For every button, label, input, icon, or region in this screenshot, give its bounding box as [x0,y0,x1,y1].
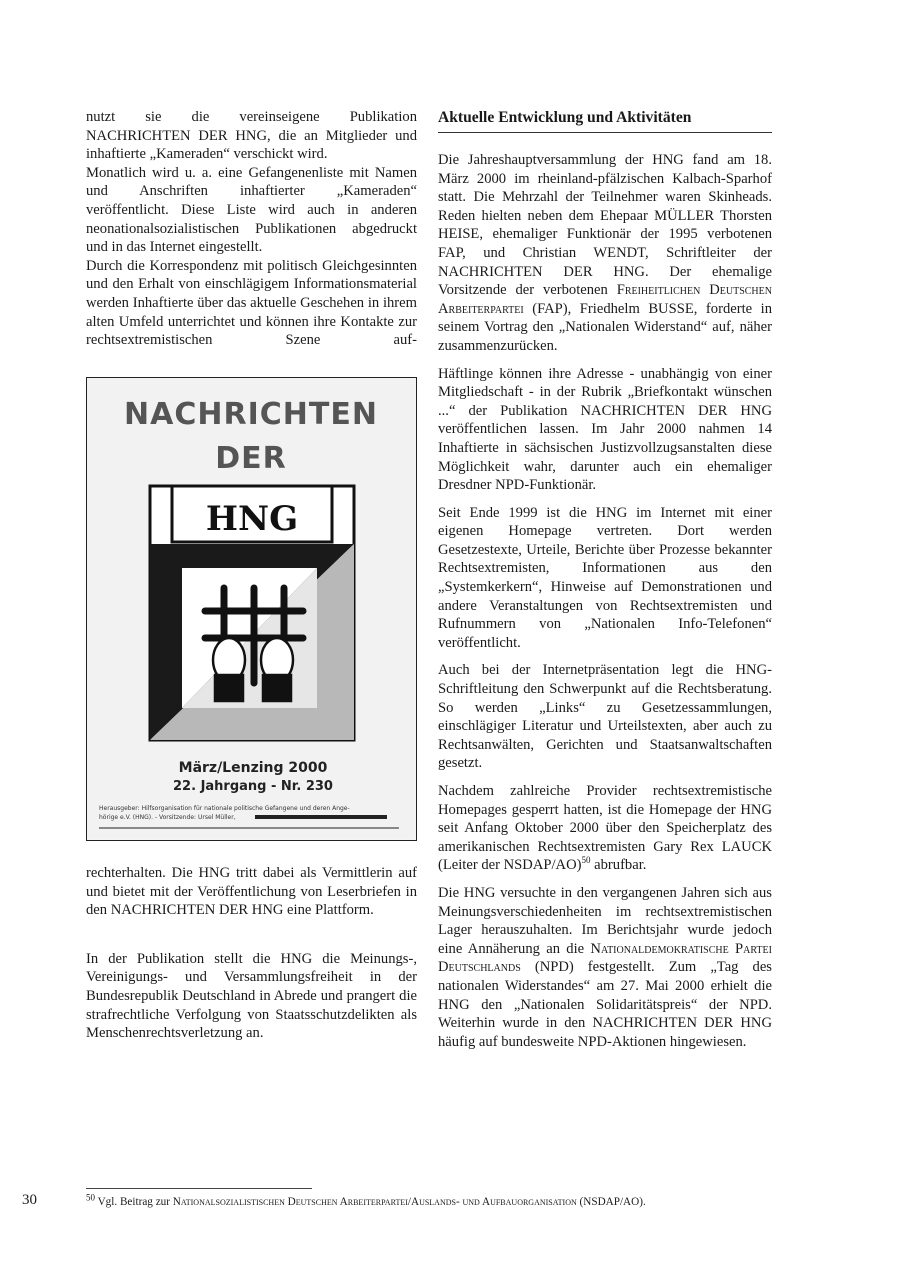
right-column [438,108,772,1051]
paragraph-correspondence-part2: rechterhalten. Die HNG tritt dabei als Vermittlerin auf und bietet mit der Veröffentlichung von Leserbriefen in den NACHRICHTEN DER HNG eine Plattform. [86,865,417,919]
cover-issue-number: 22. Jahrgang - Nr. 230 [173,779,333,794]
paragraph-prisoner-addresses: Häftlinge können ihre Adresse - unabhängig von einer Mitgliedschaft - in der Rubrik „Briefkontakt wünschen ...“ der Publikation NACHRICHTEN DER HNG veröffentlichen lassen. Im Jahr 2000 nahmen 14 Inhaftierte in sächsischen Justizvollzugsanstalten diese Möglichkeit wahr, darunter auch ein ehemaliger Dresdner NPD-Funktionär. [438,365,772,494]
cover-issue-date: März/Lenzing 2000 [178,760,328,776]
paragraph-annual-meeting [438,151,772,356]
annual-meeting-text-b: (FAP), Friedhelm BUSSE, forderte in seinem Vortrag den „Nationalen Widerstand“ auf, näher zusammenzurücken. [438,300,772,354]
left-column-lower [86,864,417,1043]
footnote-divider [86,1188,312,1189]
providers-text-b: abrufbar. [590,857,647,874]
paragraph-publication-intro: nutzt sie die vereinseigene Publikation NACHRICHTEN DER HNG, die an Mitglieder und inhaftierte „Kameraden“ verschickt wird. [86,109,417,163]
section-heading: Aktuelle Entwicklung und Aktivitäten [438,108,772,133]
paragraph-npd-rapprochement [438,884,772,1051]
footnote-text-b: (NSDAP/AO). [576,1196,646,1208]
cover-publisher-line2: hörige e.V. (HNG). - Vorsitzende: Ursel Müller, [99,814,236,821]
magazine-cover-image [86,377,417,841]
footnote-text-a: Vgl. Beitrag zur [95,1196,173,1208]
providers-text-a: Nachdem zahlreiche Provider rechtsextremistische Homepages gesperrt hatten, ist die Homepage der HNG seit Anfang Oktober 2000 über den Speicherplatz des amerikanischen Rechtsextremisten Gary Rex LAUCK (Leiter der NSDAP/AO) [438,783,772,874]
magazine-cover-graphic [87,378,415,839]
paragraph-human-rights: In der Publikation stellt die HNG die Meinungs-, Vereinigungs- und Versammlungsfreiheit in der Bundesrepublik Deutschland in Abrede und prangert die strafrechtliche Verfolgung von Staatsschutzdelikten als Menschenrechtsverletzung an. [86,950,417,1042]
footnote-number: 50 [86,1192,95,1203]
cover-title-line2: DER [215,441,287,476]
paragraph-prisoner-list: Monatlich wird u. a. eine Gefangenenliste mit Namen und Anschriften inhaftierter „Kameraden“ veröffentlicht. Diese Liste wird auch in anderen neonationalsozialistischen Publikationen abgedruckt und in das Internet eingestellt. [86,164,417,256]
cover-publisher-line1: Herausgeber: Hilfsorganisation für nationale politische Gefangene und deren Ange- [99,805,350,812]
cover-title-line1: NACHRICHTEN [124,397,378,432]
npd-text-b: (NPD) festgestellt. Zum „Tag des nationalen Widerstandes“ am 27. Mai 2000 erhielt die HNG den „Nationalen Solidaritätspreis“ der NPD. Weiterhin wurde in den NACHRICHTEN DER HNG häufig auf bundesweite NPD-Aktionen hingewiesen. [438,959,772,1050]
footnote-org-name: Nationalsozialistischen Deutschen Arbeiterpartei/Auslands- und Aufbauorganisation [172,1196,577,1208]
footnote [86,1192,786,1209]
page-number: 30 [22,1192,37,1208]
footnote-reference: 50 [581,855,591,866]
npd-text-a: Die HNG versuchte in den vergangenen Jahren sich aus Meinungsverschiedenheiten im rechtsextremistischen Lager herauszuhalten. Im Berichtsjahr wurde jedoch eine Annäherung an die [438,884,772,957]
npd-full-name: Nationaldemokratische Partei Deutschlands [438,940,772,976]
paragraph-homepage: Seit Ende 1999 ist die HNG im Internet mit einer eigenen Homepage vertreten. Dort werden Gesetzestexte, Urteile, Berichte über Prozesse bekannter Rechtsextremisten, Informationen aus den „Systemkerkern“, Hinweise auf Demonstrationen und andere Veranstaltungen von Rechtsextremisten und Rufnummern von „Nationalen Info-Telefonen“ veröffentlicht. [438,504,772,651]
paragraph-correspondence-part1: Durch die Korrespondenz mit politisch Gleichgesinnten und den Erhalt von einschlägigem Informationsmaterial werden Inhaftierte über das aktuelle Geschehen in ihrem alten Umfeld unterrichtet und können ihre Kontakte zur rechtsextremistischen Szene auf- [86,257,417,349]
paragraph-providers [438,782,772,875]
left-column-upper [86,108,417,350]
paragraph-legal-advice: Auch bei der Internetpräsentation legt die HNG-Schriftleitung den Schwerpunkt auf die Rechtsberatung. So werden „Links“ zu Gesetzessammlungen, einschlägiger Literatur und Urteilstexten, aber auch zu Rechtsanwälten, Gerichten und Staatsanwaltschaften gesetzt. [438,662,772,772]
cover-title-line3: HNG [205,499,299,539]
fap-full-name: Freiheitlichen Deutschen Arbeiterpartei [438,282,772,317]
annual-meeting-text-a: Die Jahreshauptversammlung der HNG fand am 18. März 2000 im rheinland-pfälzischen Kalbach-Sparhof statt. Die Mehrzahl der Teilnehmer waren Skinheads. Reden hielten neben dem Ehepaar MÜLLER Thorsten HEISE, ehemaliger Funktionär der 1995 verbotenen FAP, und Christian WENDT, Schriftleiter der NACHRICHTEN DER HNG. Der ehemalige Vorsitzende der verbotenen [438,152,772,299]
